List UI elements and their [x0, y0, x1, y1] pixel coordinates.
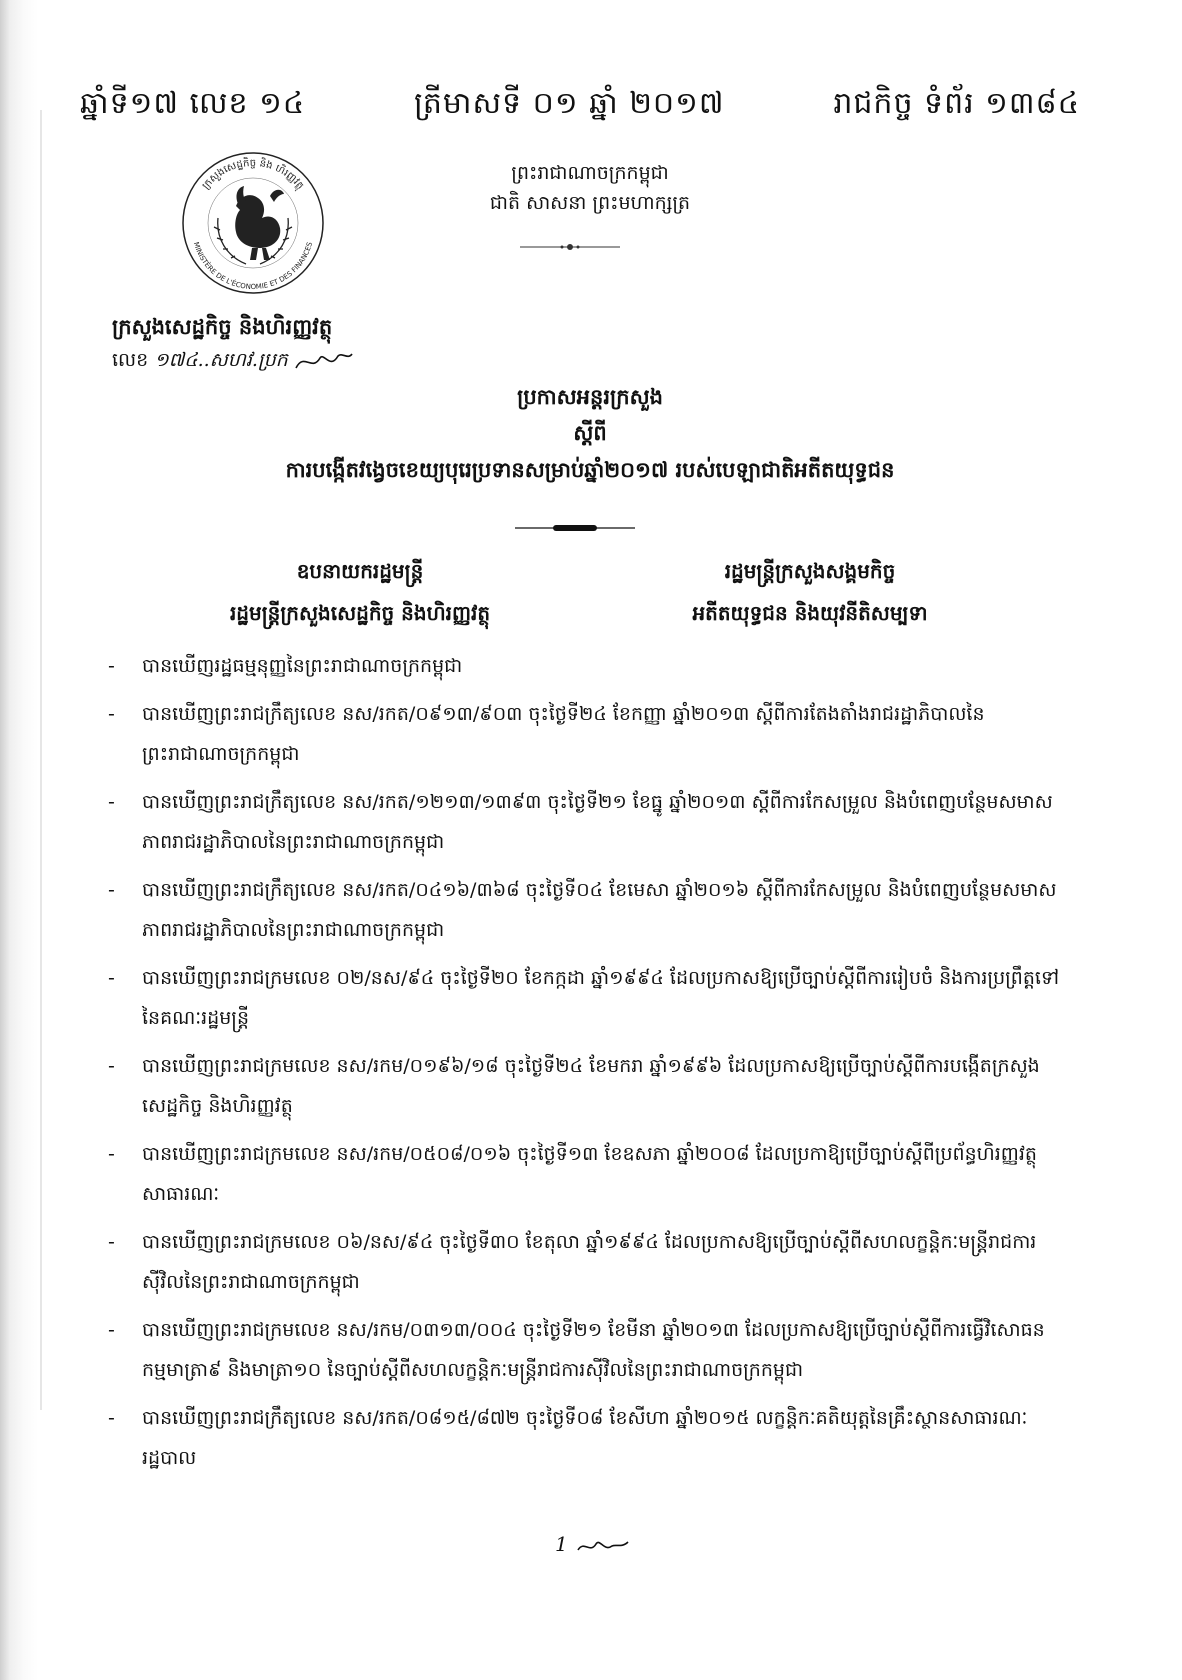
emblem-bottom-text: MINISTÈRE DE L'ÉCONOMIE ET DES FINANCES [191, 241, 315, 292]
clause-text: បានឃើញព្រះរាជក្រមលេខ ០៦/នស/៩៤ ចុះថ្ងៃទី៣០ ខែតុលា ឆ្នាំ១៩៩៤ ដែលប្រកាសឱ្យប្រើច្បាប់ស្តីពីសហលក្ខន្តិកៈមន្ត្រីរាជការស៊ីវិលនៃព្រះរាជាណាចក្រកម្ពុជា [142, 1231, 1037, 1293]
clause-text: បានឃើញព្រះរាជក្រឹត្យលេខ នស/រកត/០៩១៣/៩០៣ ចុះថ្ងៃទី២៤ ខែកញ្ញា ឆ្នាំ២០១៣ ស្តីពីការតែងតាំងរាជរដ្ឋាភិបាលនៃព្រះរាជាណាចក្រកម្ពុជា [142, 703, 985, 765]
scan-shadow-edge [0, 0, 38, 1680]
national-motto [440, 158, 740, 218]
motto-divider-ornament [520, 242, 620, 252]
title-subject: ការបង្កើតវង្វេចខេយ្យបុរេប្រទានសម្រាប់ឆ្នាំ២០១៧ របស់បេឡាជាតិអតីតយុទ្ធជន [285, 458, 895, 482]
bullet-dash: - [108, 1143, 115, 1165]
clause-text: បានឃើញរដ្ឋធម្មនុញ្ញនៃព្រះរាជាណាចក្រកម្ពុជា [142, 655, 463, 677]
bullet-dash: - [108, 1407, 115, 1429]
list-item [100, 1398, 1060, 1478]
legal-basis-list [100, 646, 1060, 1486]
reference-value: ១៧៤..សហវ.ប្រក [154, 349, 288, 371]
clause-text: បានឃើញព្រះរាជក្រឹត្យលេខ នស/រកត/១២១៣/១៣៩៣ ចុះថ្ងៃទី២១ ខែធ្នូ ឆ្នាំ២០១៣ ស្តីពីការកែសម្រួល និងបំពេញបន្ថែមសមាសភាពរាជរដ្ឋាភិបាលនៃព្រះរាជាណាចក្រកម្ពុជា [142, 791, 1053, 853]
reference-label: លេខ [112, 349, 149, 371]
motto-kingdom: ព្រះរាជាណាចក្រកម្ពុជា [511, 162, 669, 184]
bullet-dash: - [108, 879, 115, 901]
bullet-dash: - [108, 655, 115, 677]
list-item [100, 646, 1060, 686]
authority-right-line1: រដ្ឋមន្ត្រីក្រសួងសង្គមកិច្ច [724, 559, 896, 583]
rooster-icon [235, 186, 284, 260]
scan-streak [40, 110, 42, 1410]
authority-right-line2: អតីតយុទ្ធជន និងយុវនីតិសម្បទា [692, 601, 928, 625]
bullet-dash: - [108, 967, 115, 989]
clause-text: បានឃើញព្រះរាជក្រមលេខ នស/រកម/០៣១៣/០០៤ ចុះថ្ងៃទី២១ ខែមីនា ឆ្នាំ២០១៣ ដែលប្រកាសឱ្យប្រើច្បាប់ស្តីពីការធ្វើវិសោធនកម្មមាត្រា៩ និងមាត្រា១០ នៃច្បាប់ស្តីពីសហលក្ខន្តិកៈមន្ត្រីរាជការស៊ីវិលនៃព្រះរាជាណាចក្រកម្ពុជា [142, 1319, 1045, 1381]
ministry-emblem-icon [178, 148, 328, 298]
gazette-header [80, 84, 1080, 128]
title-about: ស្តីពី [573, 421, 607, 445]
list-item [100, 1310, 1060, 1390]
bullet-dash: - [108, 1319, 115, 1341]
header-date: ត្រីមាសទី ០១ ឆ្នាំ ២០១៧ [413, 86, 725, 121]
authority-left-line1: ឧបនាយករដ្ឋមន្ត្រី [296, 559, 424, 583]
title-divider-ornament [515, 522, 635, 534]
authority-social-minister [610, 550, 1010, 634]
ministry-name: ក្រសួងសេដ្ឋកិច្ច និងហិរញ្ញវត្ថុ [112, 315, 333, 339]
authority-left-line2: រដ្ឋមន្ត្រីក្រសួងសេដ្ឋកិច្ច និងហិរញ្ញវត្ថុ [229, 601, 491, 625]
list-item [100, 694, 1060, 774]
clause-text: បានឃើញព្រះរាជក្រមលេខ ០២/នស/៩៤ ចុះថ្ងៃទី២០ ខែកក្កដា ឆ្នាំ១៩៩៤ ដែលប្រកាសឱ្យប្រើច្បាប់ស្តីពីការរៀបចំ និងការប្រព្រឹត្តទៅនៃគណៈរដ្ឋមន្ត្រី [142, 967, 1060, 1029]
title-type: ប្រកាសអន្តរក្រសួង [517, 385, 663, 409]
page-initials-icon [574, 1536, 630, 1556]
clause-text: បានឃើញព្រះរាជក្រមលេខ នស/រកម/០៥០៨/០១៦ ចុះថ្ងៃទី១៣ ខែឧសភា ឆ្នាំ២០០៨ ដែលប្រកាឱ្យប្រើច្បាប់ស្តីពីប្រព័ន្ធហិរញ្ញវត្ថុសាធារណៈ [142, 1143, 1037, 1205]
list-item [100, 1222, 1060, 1302]
clause-text: បានឃើញព្រះរាជក្រមលេខ នស/រកម/០១៩៦/១៨ ចុះថ្ងៃទី២៤ ខែមករា ឆ្នាំ១៩៩៦ ដែលប្រកាសឱ្យប្រើច្បាប់ស្តីពីការបង្កើតក្រសួងសេដ្ឋកិច្ច និងហិរញ្ញវត្ថុ [142, 1055, 1040, 1117]
bullet-dash: - [108, 1055, 115, 1077]
authority-economy-minister [180, 550, 540, 634]
list-item [100, 1134, 1060, 1214]
reference-number [112, 348, 354, 376]
clause-text: បានឃើញព្រះរាជក្រឹត្យលេខ នស/រកត/០៤១៦/៣៦៨ ចុះថ្ងៃទី០៤ ខែមេសា ឆ្នាំ២០១៦ ស្តីពីការកែសម្រួល និងបំពេញបន្ថែមសមាសភាពរាជរដ្ឋាភិបាលនៃព្រះរាជាណាចក្រកម្ពុជា [142, 879, 1057, 941]
bullet-dash: - [108, 1231, 115, 1253]
list-item [100, 782, 1060, 862]
document-title [200, 378, 980, 490]
page-number-value: 1 [555, 1532, 568, 1556]
initials-signature-icon [294, 350, 354, 374]
clause-text: បានឃើញព្រះរាជក្រឹត្យលេខ នស/រកត/០៨១៥/៨៧២ ចុះថ្ងៃទី០៨ ខែសីហា ឆ្នាំ២០១៥ លក្ខន្តិកៈគតិយុត្តនៃគ្រឹះស្ថានសាធារណៈរដ្ឋបាល [142, 1407, 1028, 1469]
bullet-dash: - [108, 791, 115, 813]
header-page-ref: រាជកិច្ច ទំព័រ ១៣៨៤ [833, 86, 1080, 121]
list-item [100, 958, 1060, 1038]
header-year-issue: ឆ្នាំទី១៧ លេខ ១៤ [80, 86, 306, 121]
motto-nation: ជាតិ សាសនា ព្រះមហាក្សត្រ [489, 192, 691, 214]
page-number [555, 1532, 630, 1556]
list-item [100, 1046, 1060, 1126]
emblem-top-text: ក្រសួងសេដ្ឋកិច្ច និង ហិរញ្ញវត្ថុ [200, 157, 306, 192]
list-item [100, 870, 1060, 950]
bullet-dash: - [108, 703, 115, 725]
